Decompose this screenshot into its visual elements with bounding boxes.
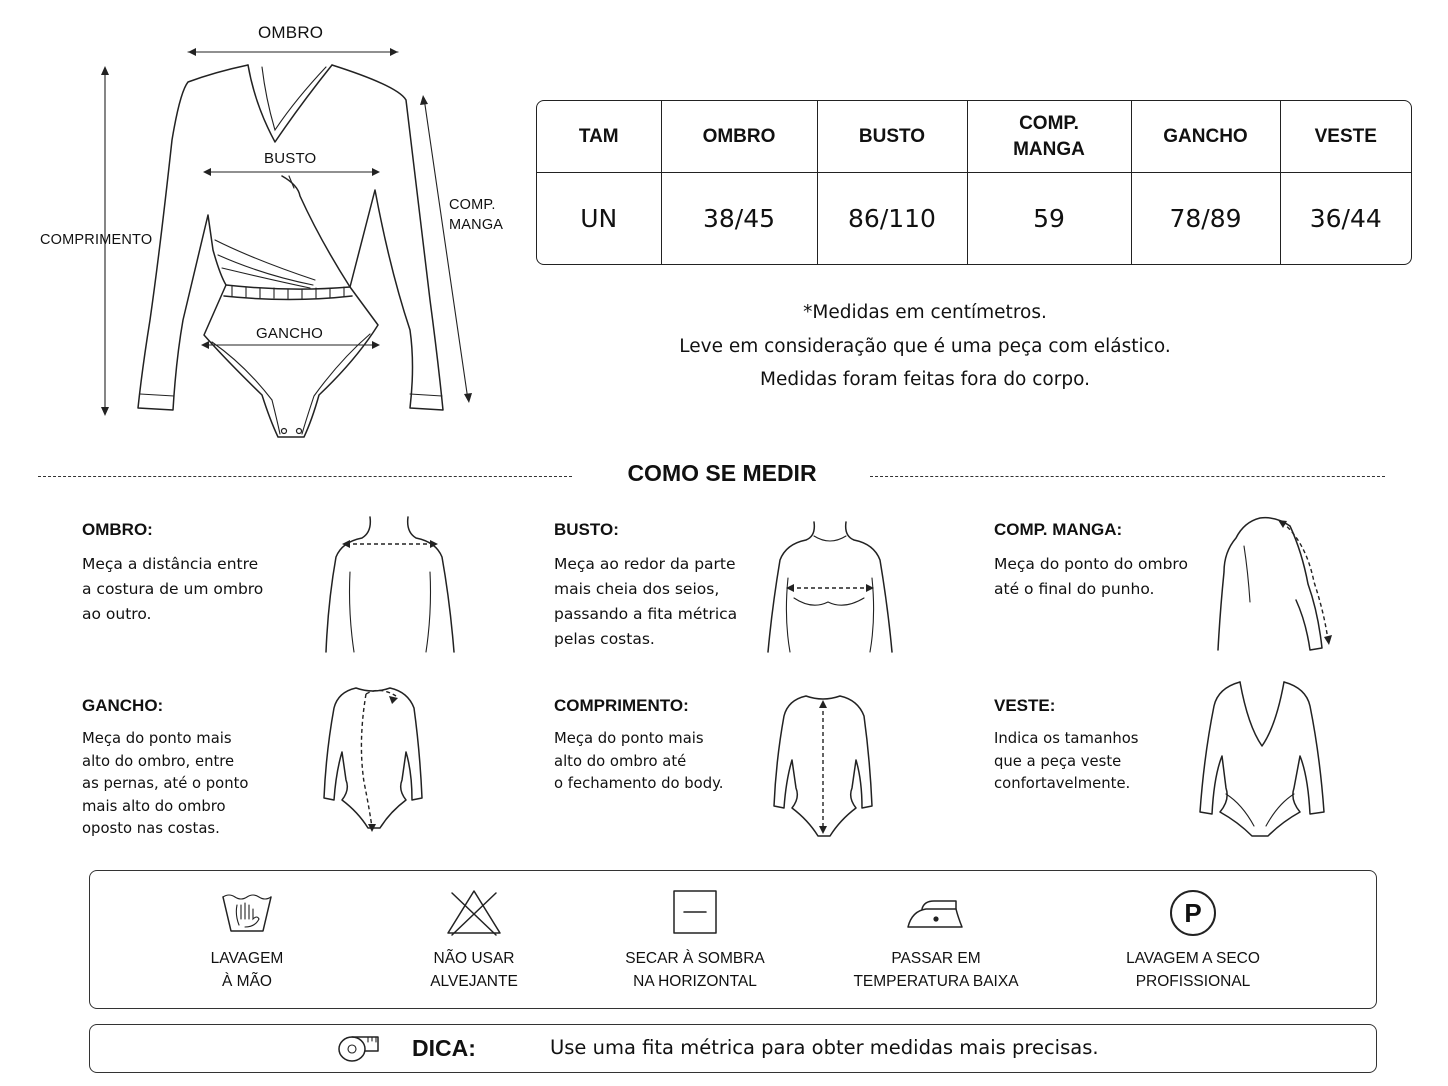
measure-text-line: que a peça veste	[994, 752, 1122, 770]
measure-text-busto	[554, 552, 737, 652]
note-line: *Medidas em centímetros.	[803, 302, 1047, 323]
iron-low-icon	[904, 887, 968, 937]
care-item-iron-low	[826, 871, 1046, 1008]
busto-measure-illustration	[760, 518, 900, 658]
measure-text-line: confortavelmente.	[994, 775, 1131, 793]
hand-wash-icon	[217, 887, 277, 937]
ombro-measure-illustration	[320, 512, 460, 657]
measure-title-gancho: GANCHO:	[82, 696, 164, 715]
care-item-no-bleach	[364, 871, 584, 1008]
measure-text-veste	[994, 728, 1139, 796]
measure-text-line: Indica os tamanhos	[994, 730, 1139, 747]
measure-text-line: alto do ombro, entre	[82, 752, 235, 770]
no-bleach-icon	[444, 887, 504, 937]
measure-text-line: pelas costas.	[554, 630, 655, 648]
measure-text-line: o fechamento do body.	[554, 775, 724, 793]
diagram-label-busto: BUSTO	[264, 150, 317, 167]
care-item-flat-dry-shade	[585, 871, 805, 1008]
size-table-header: OMBRO	[661, 101, 817, 173]
care-label-line: SECAR À SOMBRA	[625, 950, 765, 967]
care-item-hand-wash	[137, 871, 357, 1008]
measure-text-line: ao outro.	[82, 605, 152, 623]
how-to-measure-title: COMO SE MEDIR	[627, 460, 817, 486]
measure-text-line: as pernas, até o ponto	[82, 775, 249, 793]
diagram-label-comp-manga-line1: COMP.	[449, 197, 496, 213]
measure-text-line: mais alto do ombro	[82, 797, 226, 815]
size-table-cell: 38/45	[661, 173, 817, 265]
measure-title-ombro: OMBRO:	[82, 520, 153, 539]
measure-text-line: Meça do ponto do ombro	[994, 555, 1188, 573]
measure-text-comprimento	[554, 728, 723, 796]
comp-manga-measure-illustration	[1210, 512, 1340, 657]
measure-text-line: até o final do punho.	[994, 580, 1155, 598]
diagram-label-gancho: GANCHO	[256, 325, 324, 342]
size-table-header: VESTE	[1280, 101, 1411, 173]
section-divider-left	[38, 476, 572, 477]
size-table-header-line: MANGA	[1013, 138, 1085, 160]
care-label	[364, 947, 584, 993]
measure-title-veste: VESTE:	[994, 696, 1056, 715]
size-table-header: BUSTO	[817, 101, 967, 173]
measure-title-comp-manga: COMP. MANGA:	[994, 520, 1123, 539]
size-table-cell: 59	[967, 173, 1131, 265]
measure-text-line: Meça do ponto mais	[82, 730, 232, 747]
care-instructions-box	[89, 870, 1377, 1009]
measure-text-comp-manga	[994, 552, 1188, 602]
size-table-header: TAM	[537, 101, 661, 173]
section-divider-right	[870, 476, 1385, 477]
size-table-header	[967, 101, 1131, 173]
measure-text-line: oposto nas costas.	[82, 820, 220, 838]
size-table-cell: UN	[537, 173, 661, 265]
care-label	[137, 947, 357, 993]
flat-dry-shade-icon	[670, 887, 720, 937]
gancho-measure-illustration	[318, 682, 428, 837]
care-label-line: À MÃO	[222, 973, 272, 990]
care-label-line: LAVAGEM A SECO	[1126, 950, 1260, 967]
measure-text-line: Meça a distância entre	[82, 555, 259, 573]
tip-title: DICA:	[412, 1035, 476, 1061]
care-item-professional-dry-clean	[1083, 871, 1303, 1008]
tip-text: Use uma fita métrica para obter medidas mais precisas.	[550, 1036, 1099, 1059]
diagram-label-ombro: OMBRO	[258, 23, 324, 42]
care-label-line: LAVAGEM	[210, 950, 284, 967]
size-table	[536, 100, 1412, 265]
diagram-label-comp-manga-line2: MANGA	[449, 217, 504, 233]
measure-text-line: Meça do ponto mais	[554, 730, 704, 747]
care-label-line: TEMPERATURA BAIXA	[853, 973, 1019, 990]
measuring-tape-icon	[336, 1033, 382, 1065]
diagram-label-comprimento: COMPRIMENTO	[40, 232, 153, 248]
measure-title-comprimento: COMPRIMENTO:	[554, 696, 689, 715]
care-label-line: PROFISSIONAL	[1135, 973, 1251, 990]
measure-text-line: alto do ombro até	[554, 752, 687, 770]
dry-clean-symbol: P	[1184, 898, 1202, 928]
care-label-line: NÃO USAR	[433, 950, 515, 967]
care-label-line: PASSAR EM	[891, 950, 981, 967]
professional-dry-clean-icon	[1167, 887, 1219, 939]
care-label	[585, 947, 805, 993]
size-table-row	[537, 173, 1411, 265]
care-label-line: ALVEJANTE	[430, 973, 518, 990]
measure-title-busto: BUSTO:	[554, 520, 619, 539]
size-table-cell: 78/89	[1131, 173, 1280, 265]
measure-text-line: passando a fita métrica	[554, 605, 738, 623]
care-label	[1083, 947, 1303, 993]
measure-text-line: mais cheia dos seios,	[554, 580, 720, 598]
size-table-header-row	[537, 101, 1411, 173]
size-table-header: GANCHO	[1131, 101, 1280, 173]
care-label	[826, 947, 1046, 993]
veste-bodysuit-illustration	[1196, 676, 1332, 842]
diagram-label-comp-manga	[449, 195, 503, 235]
care-label-line: NA HORIZONTAL	[633, 973, 757, 990]
measure-text-line: Meça ao redor da parte	[554, 555, 736, 573]
measure-text-gancho	[82, 728, 248, 841]
measurement-notes	[600, 296, 1250, 397]
tip-box	[89, 1024, 1377, 1073]
size-table-header-line: COMP.	[1019, 112, 1079, 134]
size-table-cell: 36/44	[1309, 204, 1382, 233]
note-line: Medidas foram feitas fora do corpo.	[760, 369, 1090, 390]
measure-text-line: a costura de um ombro	[82, 580, 264, 598]
note-line: Leve em consideração que é uma peça com elástico.	[679, 335, 1171, 357]
size-table-cell: 86/110	[817, 173, 967, 265]
comprimento-measure-illustration	[770, 690, 880, 842]
measure-text-ombro	[82, 552, 263, 627]
